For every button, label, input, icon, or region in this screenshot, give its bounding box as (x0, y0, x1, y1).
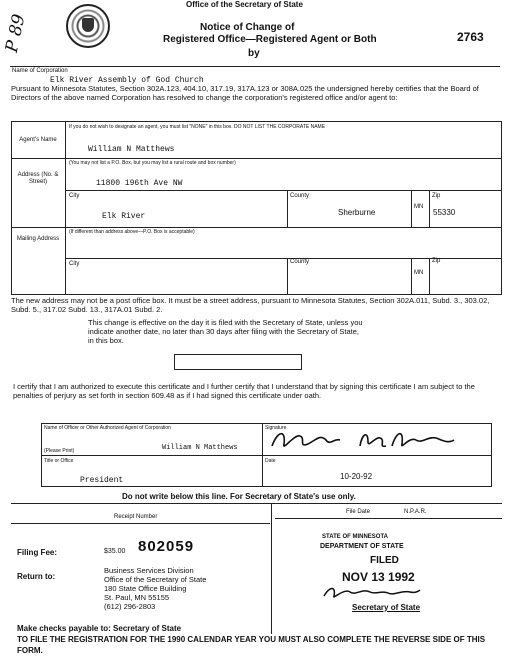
officer-name: William N Matthews (162, 444, 238, 452)
filing-fee-label: Filing Fee: (17, 548, 57, 557)
stamp-line-1: STATE OF MINNESOTA (322, 534, 388, 540)
officer-print-label: (Please Print) (44, 448, 75, 454)
grid-rule-2 (65, 190, 502, 191)
mailing-instruction: (If different than address above—P.O. Box is acceptable) (69, 229, 195, 235)
address-row-label: Address (No. & Street) (17, 172, 59, 185)
form-title-line2: Registered Office—Registered Agent or Both (163, 34, 377, 45)
office-use-notice: Do not write below this line. For Secretary of State's use only. (122, 492, 356, 501)
address-county: Sherburne (338, 208, 376, 217)
agent-name: William N Matthews (88, 145, 175, 154)
officer-signature (268, 426, 458, 456)
address-city: Elk River (102, 212, 146, 221)
mailing-row-label: Mailing Address (16, 236, 60, 242)
officer-title: President (80, 476, 124, 485)
effective-date-box[interactable] (174, 354, 302, 370)
receipt-number: 802059 (138, 538, 195, 555)
address-street: 11800 196th Ave NW (96, 179, 183, 188)
mailing-state-label: MN (414, 270, 424, 276)
form-number: 2763 (457, 30, 484, 44)
margin-note: P 89 (2, 12, 30, 55)
mailing-zip-divider (429, 258, 430, 295)
stamp-secretary-label: Secretary of State (352, 603, 421, 612)
return-address-line: Business Services Division (104, 566, 194, 575)
po-box-note: The new address may not be a post office box. It must be a street address, pursuant to Minnesota Statutes, Section 302A.011, Subd. 3., 303.02, Subd. 5., 317.02 Subd. 13., 317A.01 Subd. 2. (11, 296, 490, 314)
state-seal (66, 4, 110, 48)
agent-instruction: If you do not wish to designate an agent, you must list "NONE" in this box. DO NOT LIST THE CORPORATE NAME (69, 124, 326, 130)
return-address-line: St. Paul, MN 55155 (104, 593, 170, 602)
address-city-label: City (69, 193, 80, 199)
corporation-name: Elk River Assembly of God Church (50, 76, 204, 85)
grid-rule-1 (11, 158, 502, 159)
address-zip-label: Zip (432, 193, 441, 199)
address-zip: 55330 (433, 208, 456, 217)
form-title-line3: by (248, 48, 260, 59)
mailing-county-divider (287, 258, 288, 295)
return-address-line: (612) 296-2803 (104, 602, 156, 611)
address-instruction: (You may not list a P.O. Box, but you may list a rural route and box number) (69, 160, 236, 166)
officer-name-label: Name of Officer or Other Authorized Agent of Corporation (44, 425, 171, 431)
office-use-rule (11, 503, 502, 504)
npar-label: N.P.A.R. (404, 509, 427, 515)
address-county-divider (287, 190, 288, 227)
corporation-top-rule (10, 66, 500, 67)
filing-fee-amount: $35.00 (104, 548, 126, 555)
address-state-label: MN (414, 204, 424, 210)
secretary-signature (322, 584, 422, 600)
return-address (104, 566, 206, 611)
return-address-line: Office of the Secretary of State (104, 575, 207, 584)
address-county-label: County (290, 193, 310, 199)
address-zip-divider (429, 190, 430, 227)
mailing-city-label: City (69, 261, 80, 267)
file-date-line (275, 518, 502, 519)
receipt-line (11, 523, 270, 524)
mailing-zip-label: Zip (432, 258, 441, 264)
file-date-label: File Date (346, 509, 371, 515)
agent-row-label: Agent's Name (19, 137, 57, 143)
grid-rule-3 (11, 227, 502, 228)
stamp-filed: FILED (370, 555, 399, 566)
return-address-line: 180 State Office Building (104, 584, 187, 593)
effective-date-note: This change is effective on the day it is filed with the Secretary of State, unless you indicate another date, no later than 30 days after filing with the Secretary of State, in this box. (88, 318, 363, 345)
return-to-label: Return to: (17, 572, 56, 581)
mailing-state-divider (411, 258, 412, 295)
receipt-label: Receipt Number (114, 514, 158, 520)
checks-note: Make checks payable to: Secretary of State (17, 624, 182, 633)
stamp-date: NOV 13 1992 (342, 570, 415, 584)
title-label: Title or Office (44, 458, 74, 464)
footer-note: TO FILE THE REGISTRATION FOR THE 1990 CALENDAR YEAR YOU MUST ALSO COMPLETE THE REVERSE SIDE OF THIS FORM. (17, 635, 486, 655)
signature-label: Signature (265, 425, 287, 431)
signed-date: 10-20-92 (340, 472, 373, 481)
date-label: Date (265, 458, 276, 464)
certify-text: I certify that I am authorized to execute this certificate and I further certify that I understand that by signing this certificate I am subject to the penalties of perjury as set forth in section 609.48 as if I had signed this certificate under oath. (13, 382, 475, 400)
office-header: Office of the Secretary of State (186, 0, 303, 9)
office-use-divider (271, 504, 272, 634)
corporation-label: Name of Corporation (12, 68, 68, 74)
form-title-line1: Notice of Change of (200, 22, 295, 33)
grid-label-column-divider (65, 121, 66, 295)
stamp-line-2: DEPARTMENT OF STATE (320, 543, 404, 550)
address-state-divider (411, 190, 412, 227)
mailing-county-label: County (290, 259, 310, 265)
statute-text: Pursuant to Minnesota Statutes, Section 302A.123, 404.10, 317.19, 317A.123 or 308A.025 the undersigned hereby certifies that the Board of Directors of the above named Corporation has resolved to change the corporation's registered office and/or agent to: (11, 84, 479, 102)
